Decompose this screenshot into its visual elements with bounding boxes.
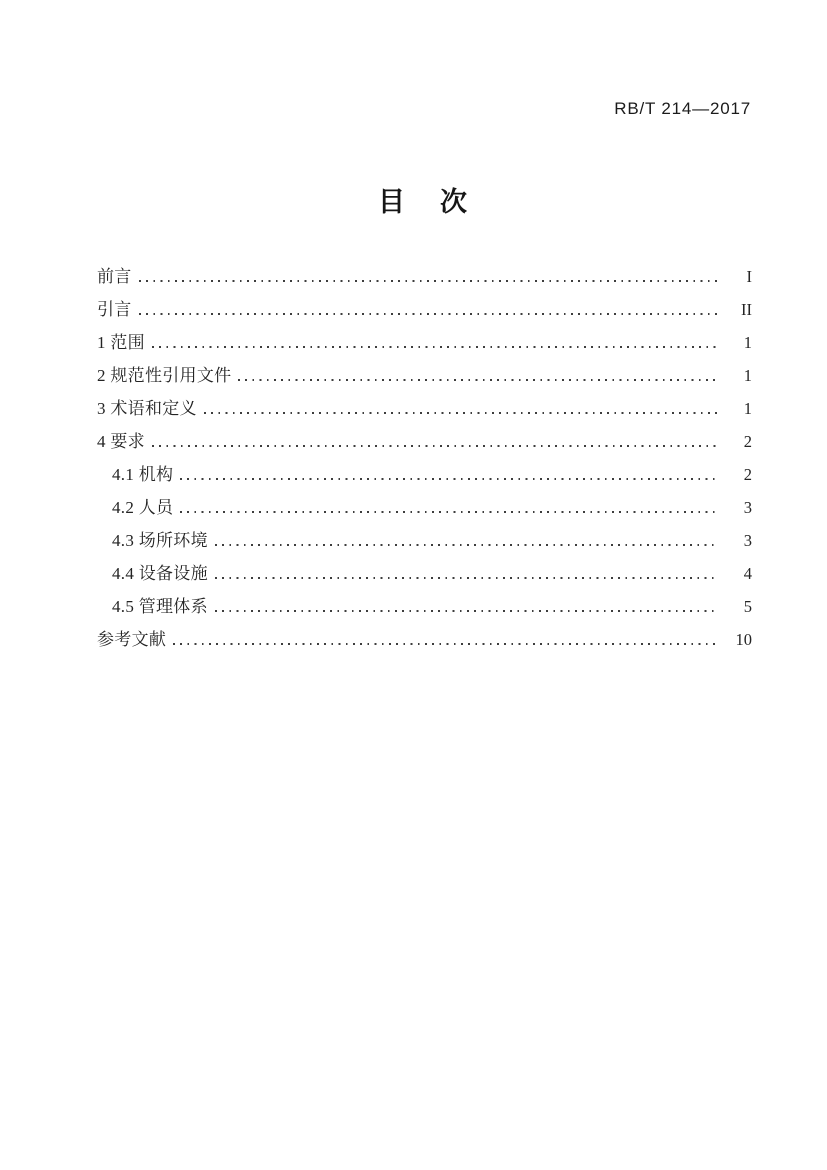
toc-entry [97,590,752,623]
dot-leader [139,313,718,315]
page-title: 目 次 [378,187,471,217]
dot-leader [180,478,718,480]
entry-label: 4.2 人员 [112,498,174,517]
toc-entry [97,260,752,293]
dot-leader [173,643,718,645]
entry-page-number: 5 [743,597,752,616]
toc-entry [97,392,752,425]
entry-label: 4.5 管理体系 [112,597,208,616]
toc-entry [97,425,752,458]
entry-label: 引言 [97,300,132,319]
entry-page-number: 3 [743,498,752,517]
toc-entry [97,458,752,491]
entry-page-number: 2 [743,465,752,484]
toc-entry [97,557,752,590]
dot-leader [152,445,718,447]
dot-leader [215,610,718,612]
entry-label: 4.3 场所环境 [112,531,208,550]
toc-entry [97,623,752,656]
entry-page-number: 2 [743,432,752,451]
toc-list [97,260,752,656]
entry-label: 参考文献 [97,630,167,649]
dot-leader [215,577,718,579]
entry-label: 1 范围 [97,333,145,352]
toc-entry [97,326,752,359]
entry-label: 前言 [97,267,132,286]
doc-number: RB/T 214—2017 [614,99,751,118]
entry-page-number: 3 [743,531,752,550]
entry-label: 4.4 设备设施 [112,564,208,583]
toc-entry [97,293,752,326]
entry-page-number: 1 [743,333,752,352]
entry-label: 2 规范性引用文件 [97,366,232,385]
dot-leader [139,280,718,282]
entry-label: 4.1 机构 [112,465,174,484]
toc-entry [97,491,752,524]
toc-entry [97,359,752,392]
dot-leader [204,412,718,414]
entry-page-number: 1 [743,399,752,418]
entry-page-number: II [741,300,752,319]
entry-page-number: I [746,267,752,286]
dot-leader [152,346,718,348]
entry-page-number: 4 [743,564,752,583]
toc-entry [97,524,752,557]
entry-page-number: 1 [743,366,752,385]
dot-leader [238,379,718,381]
entry-page-number: 10 [735,630,752,649]
entry-label: 4 要求 [97,432,145,451]
dot-leader [180,511,718,513]
entry-label: 3 术语和定义 [97,399,197,418]
dot-leader [215,544,718,546]
